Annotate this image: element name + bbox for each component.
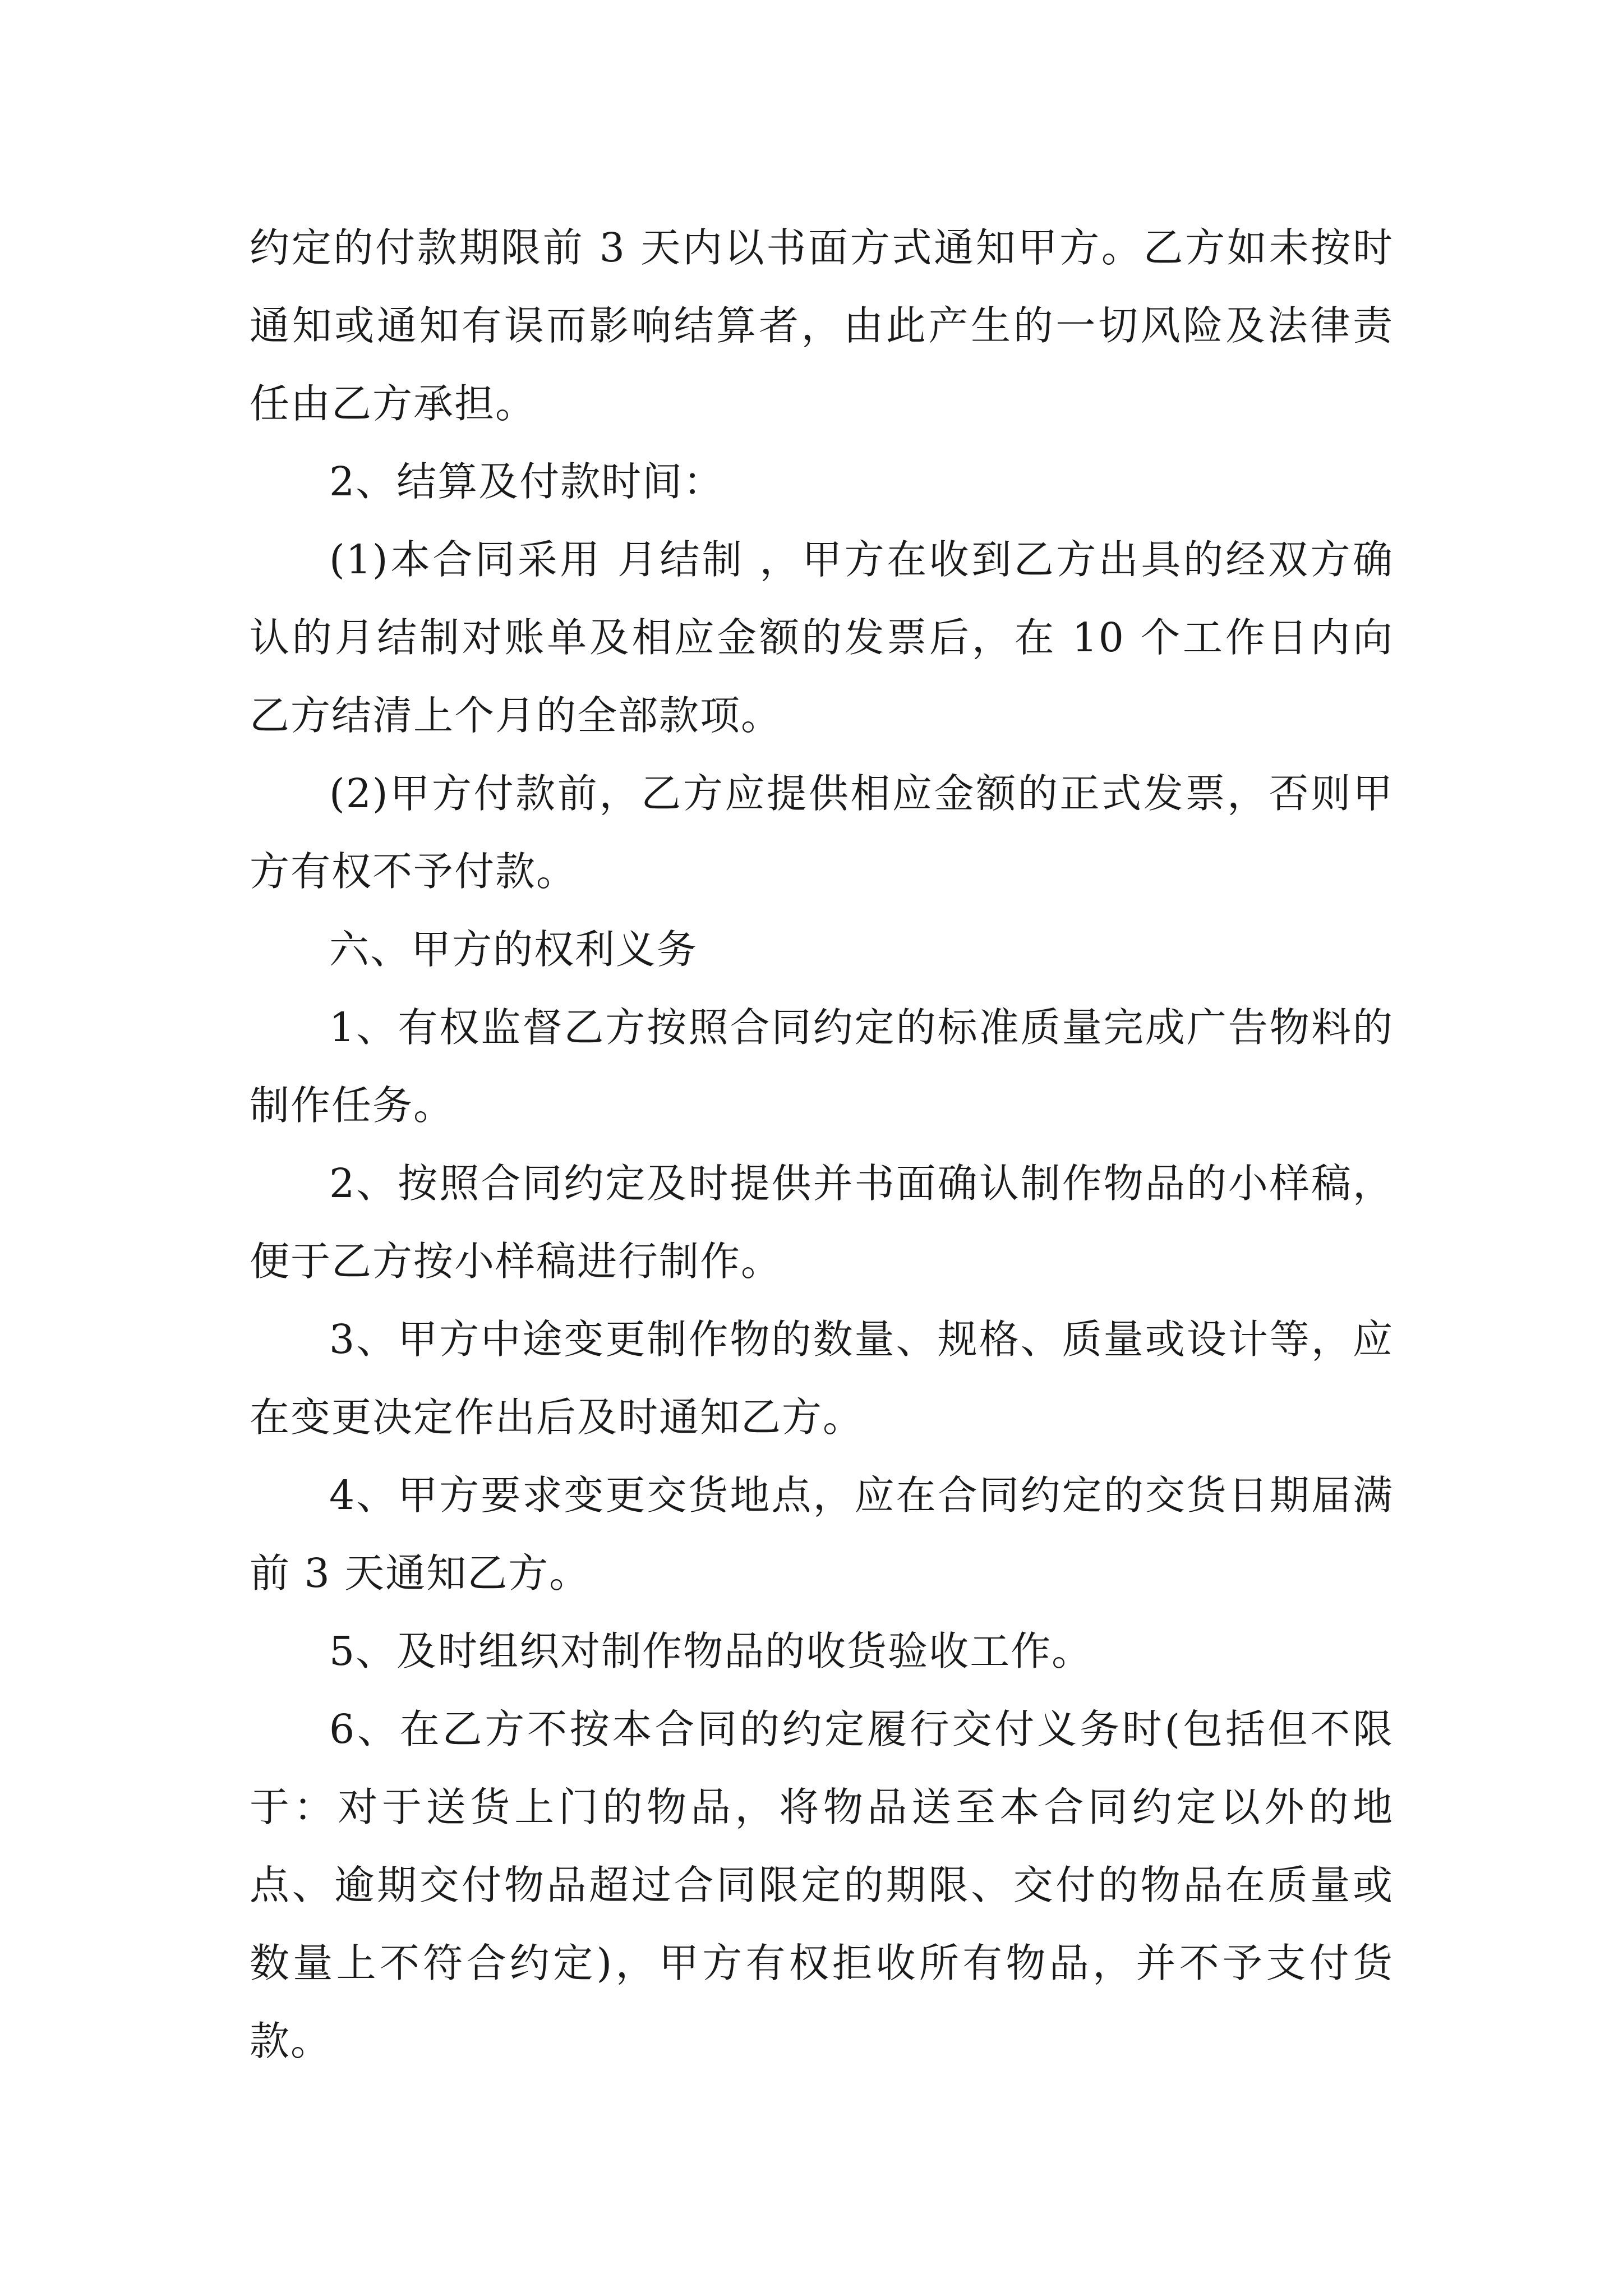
- document-body: [250, 209, 1394, 2080]
- clause-4-delivery-location: 4、甲方要求变更交货地点，应在合同约定的交货日期届满前 3 天通知乙方。: [250, 1472, 1394, 1596]
- section-heading-party-a-rights: 六、甲方的权利义务: [329, 926, 698, 973]
- clause-3-change: 3、甲方中途变更制作物的数量、规格、质量或设计等，应在变更决定作出后及时通知乙方。: [250, 1316, 1394, 1441]
- clause-1-supervise: 1、有权监督乙方按照合同约定的标准质量完成广告物料的制作任务。: [250, 1004, 1394, 1129]
- paragraph-settlement-heading: 2、结算及付款时间：: [329, 458, 725, 505]
- paragraph-settlement-monthly: (1)本合同采用 月结制 ，甲方在收到乙方出具的经双方确认的月结制对账单及相应金额的发票后，在 10 个工作日内向乙方结清上个月的全部款项。: [250, 536, 1394, 739]
- clause-5-acceptance: 5、及时组织对制作物品的收货验收工作。: [329, 1628, 1093, 1674]
- paragraph-payment-notice: 约定的付款期限前 3 天内以书面方式通知甲方。乙方如未按时通知或通知有误而影响结算者，由此产生的一切风险及法律责任由乙方承担。: [250, 224, 1394, 427]
- paragraph-settlement-invoice: (2)甲方付款前，乙方应提供相应金额的正式发票，否则甲方有权不予付款。: [250, 770, 1394, 895]
- clause-6-rejection: 6、在乙方不按本合同的约定履行交付义务时(包括但不限于：对于送货上门的物品，将物品送至本合同约定以外的地点、逾期交付物品超过合同限定的期限、交付的物品在质量或数量上不符合约定)，甲方有权拒收所有物品，并不予支付货款。: [250, 1706, 1394, 2064]
- clause-2-sample: 2、按照合同约定及时提供并书面确认制作物品的小样稿，便于乙方按小样稿进行制作。: [250, 1160, 1394, 1285]
